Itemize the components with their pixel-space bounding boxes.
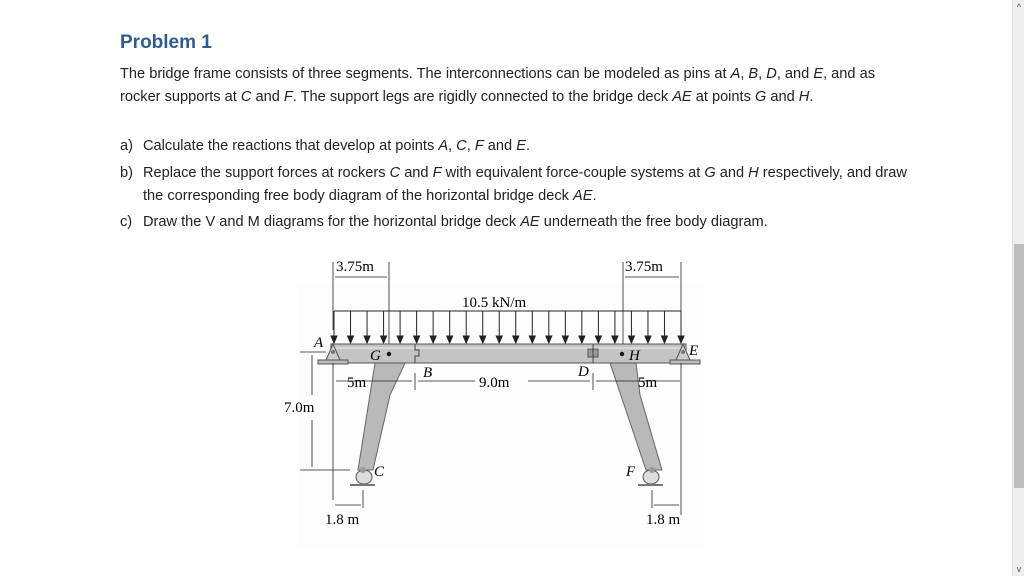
point-h-dot bbox=[620, 352, 624, 356]
dim-right-bottom: 1.8 m bbox=[646, 512, 681, 528]
text-segment: , and bbox=[776, 66, 814, 82]
text-segment: . bbox=[809, 88, 814, 105]
question-text bbox=[143, 162, 910, 207]
question-label: c) bbox=[120, 214, 133, 230]
text-segment: and bbox=[251, 88, 284, 105]
label-b: B bbox=[423, 365, 433, 381]
text-segment: with equivalent force-couple systems at bbox=[441, 165, 705, 181]
dim-height: 7.0m bbox=[284, 400, 315, 416]
dim-right-span: 5m bbox=[638, 375, 658, 391]
dim-left-top: 3.75m bbox=[336, 259, 374, 275]
point-reference: F bbox=[474, 138, 484, 154]
text-segment: . bbox=[525, 138, 530, 154]
text-segment: at points bbox=[691, 88, 755, 105]
text-segment: and bbox=[400, 165, 433, 181]
text-segment: , bbox=[758, 66, 767, 82]
text-segment: The bridge frame consists of three segments. The interconnections can be modeled as pins at bbox=[120, 66, 731, 82]
text-segment: , bbox=[466, 138, 475, 154]
point-reference: D bbox=[766, 66, 777, 82]
point-reference: F bbox=[283, 88, 293, 105]
question-text bbox=[143, 211, 910, 234]
vertical-scrollbar[interactable] bbox=[1012, 0, 1024, 576]
point-reference: A bbox=[730, 66, 741, 82]
point-reference: C bbox=[240, 88, 252, 105]
scroll-down-arrow-icon[interactable]: v bbox=[1016, 564, 1022, 574]
point-reference: G bbox=[704, 165, 716, 181]
text-segment: underneath the free body diagram. bbox=[539, 214, 768, 230]
point-reference: H bbox=[748, 165, 759, 181]
question-label: a) bbox=[120, 138, 133, 154]
text-segment: . bbox=[592, 187, 597, 204]
dim-mid-span: 9.0m bbox=[479, 375, 510, 391]
question-c bbox=[120, 211, 910, 234]
point-reference: F bbox=[432, 165, 442, 181]
text-segment: Draw the V and M diagrams for the horizontal bridge deck bbox=[143, 214, 521, 230]
question-text bbox=[143, 135, 910, 158]
scrollbar-thumb[interactable] bbox=[1014, 244, 1024, 488]
text-segment: and bbox=[715, 165, 749, 181]
point-reference: AE bbox=[572, 187, 593, 204]
text-segment: , and as rocker supports at bbox=[120, 66, 875, 105]
label-c: C bbox=[374, 464, 385, 480]
question-a bbox=[120, 135, 910, 158]
text-segment: and bbox=[483, 138, 517, 154]
label-h: H bbox=[629, 348, 640, 364]
text-segment: , bbox=[740, 66, 749, 82]
question-b bbox=[120, 162, 910, 207]
point-reference: B bbox=[748, 66, 759, 82]
problem-title: Problem 1 bbox=[120, 32, 212, 53]
dim-right-top: 3.75m bbox=[625, 259, 663, 275]
point-reference: C bbox=[456, 138, 467, 154]
label-e: E bbox=[689, 343, 699, 359]
label-f: F bbox=[626, 464, 636, 480]
text-segment: . The support legs are rigidly connected to the bridge deck bbox=[292, 88, 673, 105]
text-segment: and bbox=[766, 88, 799, 105]
label-d: D bbox=[578, 364, 589, 380]
point-g-dot bbox=[387, 352, 391, 356]
point-reference: C bbox=[389, 165, 401, 181]
text-segment: respectively, and draw the corresponding free body diagram of the horizontal bridge deck bbox=[143, 165, 907, 204]
label-g: G bbox=[370, 348, 381, 364]
label-a: A bbox=[314, 335, 324, 351]
text-segment: Replace the support forces at rockers bbox=[143, 165, 390, 181]
point-reference: E bbox=[813, 66, 824, 82]
load-label: 10.5 kN/m bbox=[462, 295, 527, 311]
point-reference: E bbox=[516, 138, 526, 154]
bridge-frame-figure bbox=[280, 250, 710, 550]
scroll-up-arrow-icon[interactable]: ^ bbox=[1016, 2, 1022, 12]
dim-left-span: 5m bbox=[347, 375, 367, 391]
point-reference: G bbox=[754, 88, 767, 105]
text-segment: Calculate the reactions that develop at points bbox=[143, 138, 439, 154]
point-reference: A bbox=[438, 138, 449, 154]
dim-left-bottom: 1.8 m bbox=[325, 512, 360, 528]
problem-statement bbox=[120, 63, 910, 108]
question-label: b) bbox=[120, 165, 133, 181]
text-segment: , bbox=[448, 138, 457, 154]
point-reference: AE bbox=[520, 214, 540, 230]
point-reference: AE bbox=[672, 88, 692, 105]
point-reference: H bbox=[798, 88, 810, 105]
